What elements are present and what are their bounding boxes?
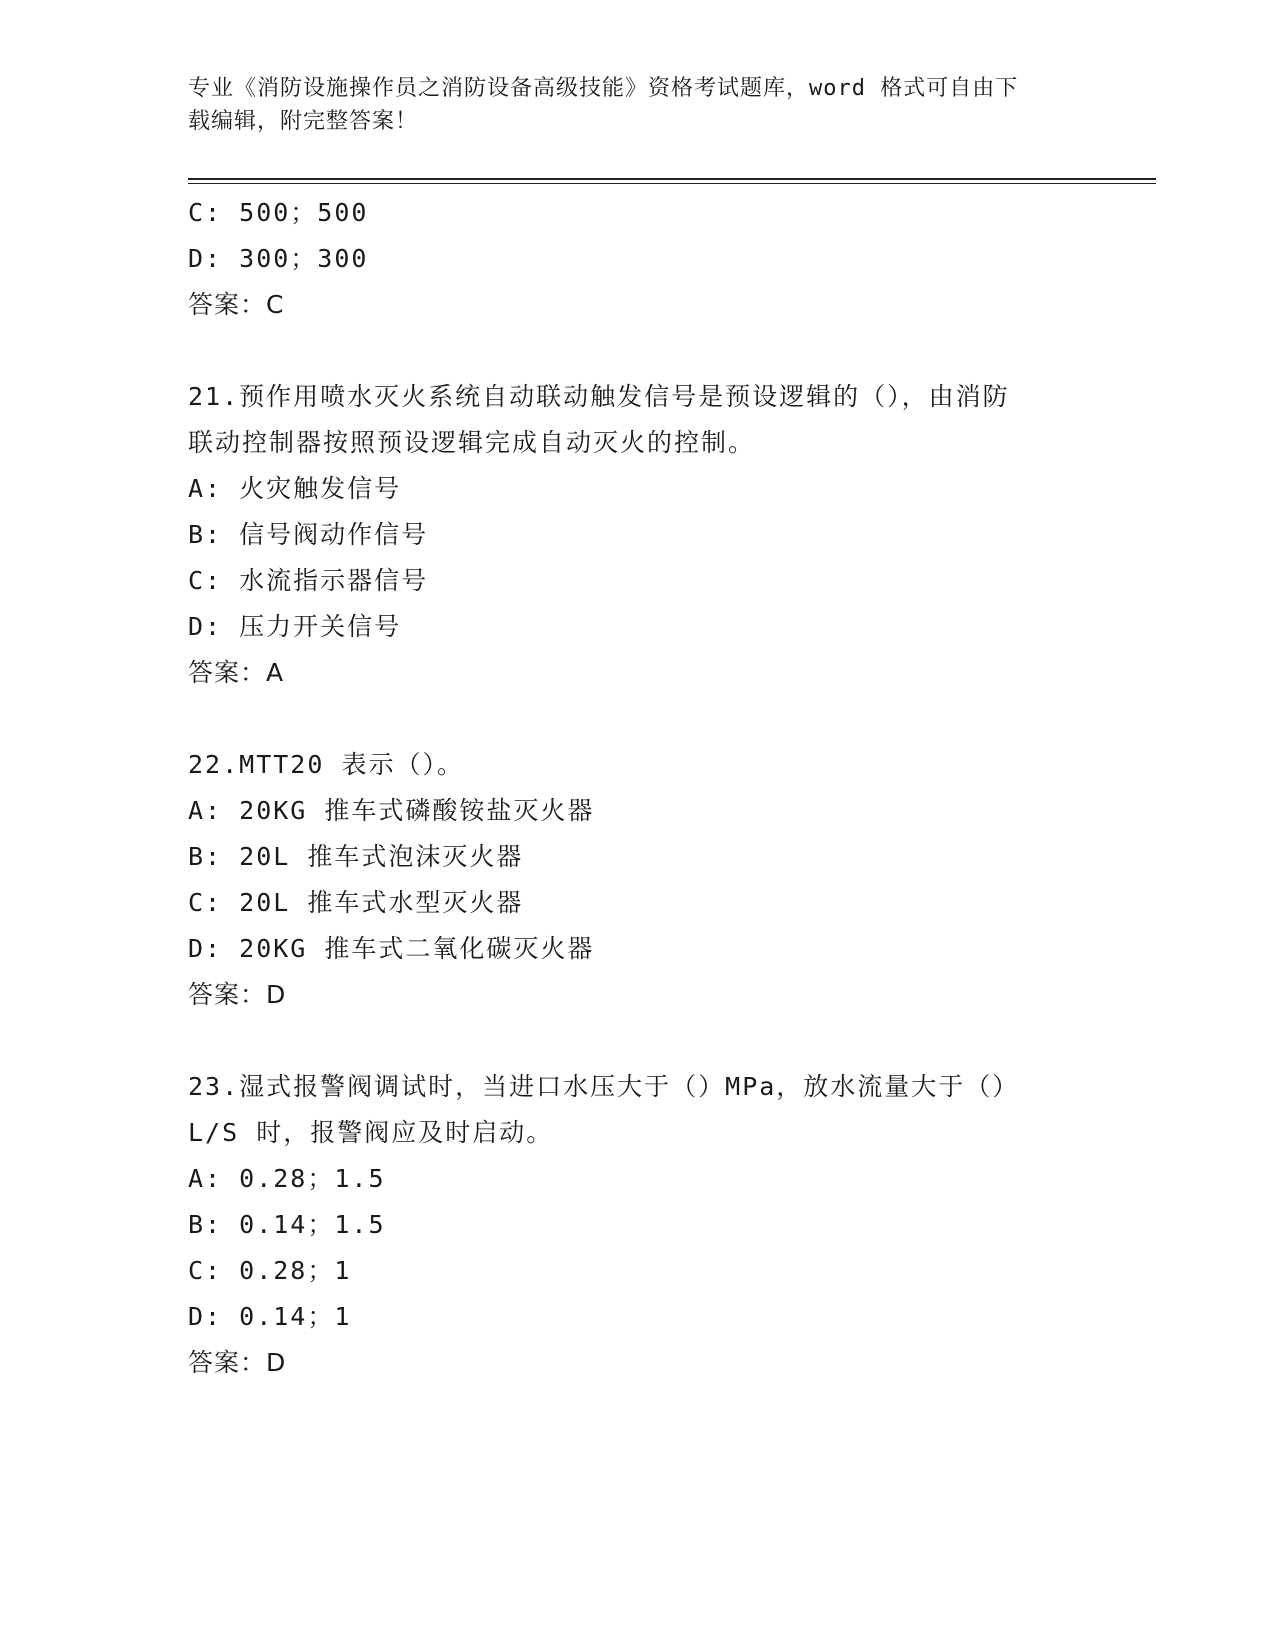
option-c: C: 20L 推车式水型灭火器 [188, 888, 524, 917]
option-c: C: 500；500 [188, 198, 369, 227]
option-b: B: 0.14；1.5 [188, 1210, 386, 1239]
option-b: B: 信号阀动作信号 [188, 520, 429, 549]
answer: 答案：A [188, 658, 285, 687]
question-23 [188, 1064, 1088, 1386]
spacer [188, 1018, 1088, 1064]
option-d: D: 0.14；1 [188, 1302, 352, 1331]
header-line-2: 载编辑，附完整答案！ [188, 109, 419, 134]
option-d: D: 20KG 推车式二氧化碳灭火器 [188, 934, 595, 963]
option-a: A: 20KG 推车式磷酸铵盐灭火器 [188, 796, 595, 825]
answer: 答案：D [188, 1348, 287, 1377]
question-stem-line-2: L/S 时，报警阀应及时启动。 [188, 1118, 554, 1147]
header-rule-thin [188, 183, 1156, 184]
option-a: A: 0.28；1.5 [188, 1164, 386, 1193]
question-stem-line-1: 21.预作用喷水灭火系统自动联动触发信号是预设逻辑的（），由消防 [188, 382, 1010, 411]
prev-question-tail [188, 190, 1088, 328]
spacer [188, 328, 1088, 374]
option-d: D: 压力开关信号 [188, 612, 402, 641]
question-stem-line-2: 联动控制器按照预设逻辑完成自动灭火的控制。 [188, 428, 756, 457]
answer: 答案：D [188, 980, 287, 1009]
question-list [188, 190, 1088, 1386]
question-stem-line-1: 22.MTT20 表示（）。 [188, 750, 464, 779]
option-c: C: 0.28；1 [188, 1256, 352, 1285]
option-c: C: 水流指示器信号 [188, 566, 429, 595]
option-a: A: 火灾触发信号 [188, 474, 402, 503]
header-line-1: 专业《消防设施操作员之消防设备高级技能》资格考试题库，word 格式可自由下 [188, 76, 1019, 101]
option-b: B: 20L 推车式泡沫灭火器 [188, 842, 524, 871]
question-21 [188, 374, 1088, 696]
question-22 [188, 742, 1088, 1018]
document-header [188, 72, 1088, 138]
header-rule-thick [188, 178, 1156, 180]
answer: 答案：C [188, 290, 285, 319]
option-d: D: 300；300 [188, 244, 369, 273]
question-stem-line-1: 23.湿式报警阀调试时，当进口水压大于（）MPa，放水流量大于（） [188, 1072, 1020, 1101]
spacer [188, 696, 1088, 742]
